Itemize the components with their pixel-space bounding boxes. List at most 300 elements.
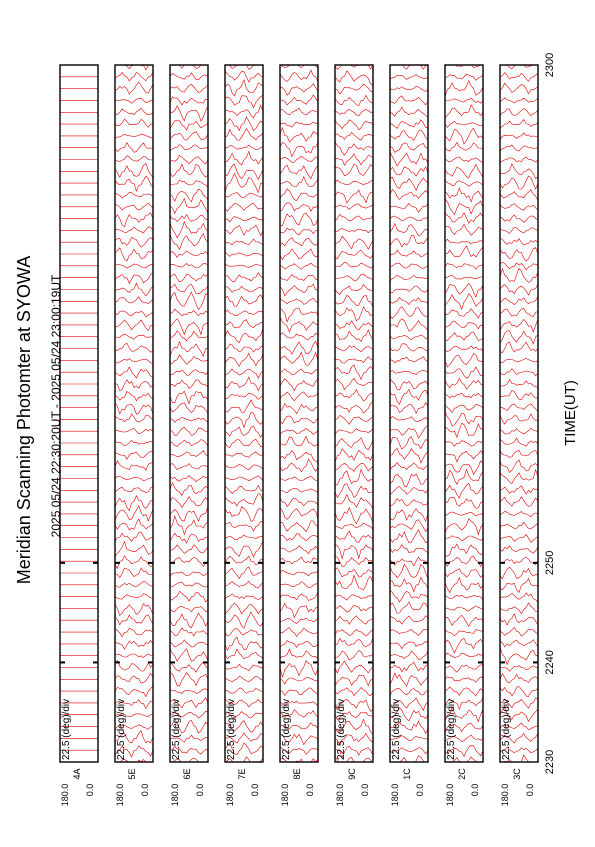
- scan-line: [335, 214, 373, 221]
- scan-line: [170, 613, 208, 628]
- scan-line: [280, 451, 318, 462]
- scan-line: [115, 640, 153, 649]
- scan-line: [280, 189, 318, 201]
- scan-line: [335, 605, 373, 612]
- scan-line: [115, 367, 153, 378]
- scan-line: [390, 286, 428, 293]
- scan-line: [170, 355, 208, 364]
- scan-line: [115, 392, 153, 401]
- scan-line: [445, 411, 483, 426]
- scan-line: [390, 520, 428, 532]
- scan-line: [390, 152, 428, 166]
- scan-line: [280, 416, 318, 424]
- scan-line: [500, 579, 538, 593]
- scan-line: [390, 250, 428, 256]
- scan-line: [225, 328, 263, 342]
- scan-line: [445, 164, 483, 178]
- scan-line: [170, 451, 208, 457]
- scan-line: [445, 105, 483, 118]
- scan-line: [225, 612, 263, 628]
- scan-line: [500, 627, 538, 636]
- scan-line: [115, 582, 153, 588]
- scan-line: [445, 264, 483, 270]
- scan-line: [390, 357, 428, 363]
- scan-line: [170, 84, 208, 92]
- scan-line: [390, 344, 428, 352]
- x-axis-label: TIME(UT): [562, 380, 579, 446]
- scan-line: [500, 319, 538, 332]
- scan-line: [115, 334, 153, 339]
- scan-line: [335, 250, 373, 259]
- scan-line: [115, 82, 153, 94]
- scan-line: [225, 80, 263, 96]
- scan-line: [445, 353, 483, 367]
- scan-line: [500, 342, 538, 353]
- scan-line: [225, 603, 263, 614]
- scan-line: [225, 594, 263, 600]
- scan-line: [500, 674, 538, 683]
- scan-line: [335, 180, 373, 185]
- scan-line: [445, 677, 483, 683]
- scan-line: [280, 582, 318, 588]
- scan-line: [445, 497, 483, 508]
- scale-label-2C: 22.5 (deg)/div: [446, 698, 457, 760]
- scan-line: [225, 369, 263, 378]
- channel-3C-traces: [500, 62, 538, 768]
- scan-line: [500, 73, 538, 82]
- scan-line: [170, 689, 208, 694]
- scan-line: [280, 284, 318, 296]
- scan-line: [115, 685, 153, 696]
- scan-line: [280, 521, 318, 532]
- scale-label-5E: 22.5 (deg)/div: [116, 698, 127, 760]
- scan-line: [390, 235, 428, 247]
- channel-code-label: 8E: [292, 768, 302, 780]
- scan-line: [225, 217, 263, 223]
- scan-line: [445, 665, 483, 672]
- scan-line: [225, 95, 263, 107]
- scan-line: [115, 98, 153, 103]
- scan-line: [335, 142, 373, 155]
- scan-line: [390, 509, 428, 521]
- scan-line: [225, 486, 263, 494]
- scan-line: [390, 403, 428, 414]
- scan-line: [335, 120, 373, 130]
- scan-line: [280, 498, 318, 507]
- scan-line: [170, 319, 208, 335]
- scan-line: [445, 638, 483, 652]
- scan-line: [170, 234, 208, 250]
- scan-line: [500, 164, 538, 179]
- scan-line: [115, 402, 153, 414]
- scan-line: [115, 192, 153, 198]
- scan-line: [115, 542, 153, 557]
- scan-line: [280, 436, 318, 446]
- scan-line: [280, 404, 318, 414]
- scan-line: [390, 449, 428, 463]
- channel-code-label: 3C: [512, 768, 522, 780]
- scan-line: [500, 239, 538, 245]
- panel-frame-7E: [225, 65, 263, 762]
- scan-line: [445, 595, 483, 599]
- scan-line: [225, 637, 263, 650]
- scan-line: [170, 497, 208, 508]
- scan-line: [115, 72, 153, 81]
- scan-line: [335, 229, 373, 233]
- scan-line: [280, 70, 318, 82]
- scan-line: [170, 292, 208, 309]
- scan-line: [115, 203, 153, 210]
- scale-label-7E: 22.5 (deg)/div: [226, 698, 237, 760]
- scan-line: [390, 177, 428, 190]
- scan-line: [115, 451, 153, 459]
- scan-line: [115, 320, 153, 331]
- scan-line: [280, 122, 318, 127]
- scan-line: [225, 264, 263, 268]
- scan-line: [390, 437, 428, 450]
- scan-line: [445, 483, 483, 498]
- scan-line: [280, 661, 318, 678]
- scan-line: [115, 108, 153, 115]
- scan-line: [390, 557, 428, 566]
- scan-line: [280, 618, 318, 624]
- y-tick-label: 0.0: [85, 783, 95, 797]
- scan-line: [500, 470, 538, 484]
- scan-line: [500, 567, 538, 579]
- y-tick-label: 180.0: [115, 783, 125, 807]
- scan-line: [445, 367, 483, 378]
- scan-line: [500, 145, 538, 151]
- scan-line: [445, 283, 483, 297]
- scan-line: [280, 275, 318, 281]
- scan-line: [225, 541, 263, 557]
- scale-label-9C: 22.5 (deg)/div: [336, 698, 347, 760]
- scan-line: [390, 370, 428, 374]
- scan-line: [170, 427, 208, 435]
- scan-line: [115, 654, 153, 658]
- scan-line: [170, 132, 208, 141]
- scan-line: [170, 591, 208, 602]
- scan-line: [170, 640, 208, 647]
- scan-line: [445, 404, 483, 412]
- scan-line: [445, 294, 483, 310]
- scan-line: [280, 352, 318, 365]
- scan-line: [335, 262, 373, 268]
- scan-line: [390, 688, 428, 695]
- scan-line: [115, 134, 153, 138]
- scan-line: [225, 521, 263, 531]
- scan-line: [335, 95, 373, 105]
- scan-line: [390, 86, 428, 91]
- scan-line: [115, 176, 153, 191]
- scan-line: [225, 629, 263, 636]
- scan-line: [390, 602, 428, 613]
- scan-line: [280, 128, 318, 142]
- scan-line: [390, 379, 428, 390]
- scan-line: [225, 151, 263, 165]
- channel-code-label: 5E: [127, 768, 137, 780]
- scan-line: [225, 225, 263, 236]
- scan-line: [390, 389, 428, 404]
- scan-line: [445, 128, 483, 144]
- scan-line: [390, 75, 428, 80]
- scan-line: [225, 688, 263, 693]
- scan-line: [170, 545, 208, 554]
- scan-line: [390, 564, 428, 578]
- scan-line: [445, 246, 483, 257]
- x-tick-label-2300: 2300: [544, 52, 556, 78]
- scan-line: [225, 676, 263, 682]
- scan-line: [445, 451, 483, 462]
- scan-line: [445, 469, 483, 484]
- scan-line: [225, 664, 263, 671]
- scan-line: [335, 595, 373, 600]
- scan-line: [335, 204, 373, 209]
- channel-1C-traces: [390, 61, 428, 769]
- channel-code-label: 1C: [402, 768, 412, 780]
- scan-line: [335, 523, 373, 529]
- scan-line: [445, 653, 483, 658]
- scan-line: [115, 297, 153, 304]
- scan-line: [445, 606, 483, 611]
- scan-line: [225, 252, 263, 257]
- scan-line: [115, 506, 153, 521]
- scan-line: [170, 440, 208, 447]
- scan-line: [170, 251, 208, 257]
- scan-line: [445, 121, 483, 127]
- scan-line: [335, 365, 373, 380]
- scan-line: [390, 591, 428, 602]
- scan-line: [335, 449, 373, 463]
- scan-line: [115, 264, 153, 268]
- scan-line: [115, 486, 153, 492]
- scan-line: [390, 130, 428, 140]
- scan-line: [225, 239, 263, 245]
- scan-line: [115, 414, 153, 422]
- scan-line: [390, 167, 428, 177]
- scan-line: [500, 535, 538, 543]
- scan-line: [280, 678, 318, 684]
- y-tick-label: 0.0: [305, 783, 315, 797]
- scan-line: [280, 570, 318, 576]
- scan-line: [500, 227, 538, 233]
- scan-line: [225, 464, 263, 469]
- scan-line: [500, 666, 538, 672]
- scan-line: [500, 414, 538, 424]
- scan-line: [280, 341, 318, 354]
- scan-line: [500, 204, 538, 211]
- scan-line: [170, 464, 208, 470]
- scan-line: [280, 641, 318, 648]
- scan-line: [170, 309, 208, 316]
- scan-line: [280, 308, 318, 322]
- scan-line: [225, 377, 263, 391]
- scan-line: [115, 283, 153, 296]
- scan-line: [170, 516, 208, 534]
- channel-8E-traces: [280, 62, 318, 767]
- scan-line: [170, 662, 208, 672]
- scan-line: [500, 486, 538, 494]
- scan-line: [335, 484, 373, 498]
- scan-line: [335, 638, 373, 647]
- scan-line: [170, 145, 208, 151]
- scan-line: [115, 156, 153, 162]
- scan-line: [280, 592, 318, 601]
- scan-line: [390, 673, 428, 686]
- channel-7E-traces: [225, 61, 263, 766]
- scan-line: [280, 534, 318, 541]
- channel-9C-traces: [335, 62, 373, 767]
- x-tick-label-2250: 2250: [544, 550, 556, 576]
- scan-line: [445, 441, 483, 447]
- scan-line: [115, 380, 153, 391]
- scan-line: [225, 193, 263, 198]
- scan-line: [500, 331, 538, 344]
- scan-line: [225, 412, 263, 427]
- x-tick-label-2230: 2230: [544, 749, 556, 775]
- scan-line: [445, 615, 483, 626]
- channel-code-label: 4A: [72, 768, 82, 780]
- scan-line: [335, 556, 373, 566]
- scan-line: [115, 496, 153, 511]
- scan-line: [170, 164, 208, 177]
- scan-line: [115, 628, 153, 636]
- scan-line: [280, 379, 318, 391]
- scan-line: [335, 236, 373, 249]
- scan-line: [335, 330, 373, 342]
- scan-line: [170, 483, 208, 496]
- scan-line: [170, 391, 208, 403]
- scan-line: [500, 98, 538, 103]
- scan-line: [115, 594, 153, 599]
- scan-line: [500, 450, 538, 457]
- scan-line: [115, 428, 153, 434]
- time-range-label: 2025 05/24 22:30:20UT - 2025 05/24 23:00:19UT: [49, 274, 63, 538]
- scale-label-4A: 22.5 (deg)/div: [61, 698, 72, 760]
- scan-line: [445, 630, 483, 636]
- y-tick-label: 180.0: [170, 783, 180, 807]
- scan-line: [500, 83, 538, 93]
- scan-line: [170, 648, 208, 661]
- scan-line: [115, 227, 153, 233]
- scan-line: [500, 380, 538, 388]
- scan-line: [280, 238, 318, 246]
- scan-line: [335, 651, 373, 660]
- scan-line: [390, 530, 428, 543]
- scan-line: [500, 497, 538, 507]
- scan-line: [225, 295, 263, 306]
- y-tick-label: 0.0: [140, 783, 150, 797]
- scan-line: [225, 494, 263, 507]
- panel-frames: [60, 65, 538, 762]
- scan-line: [445, 213, 483, 224]
- scan-line: [335, 154, 373, 166]
- scan-line: [115, 248, 153, 261]
- scan-line: [225, 439, 263, 447]
- scan-line: [335, 508, 373, 524]
- scan-line: [335, 109, 373, 116]
- scan-line: [445, 309, 483, 319]
- scan-line: [115, 476, 153, 481]
- scan-line: [335, 307, 373, 321]
- scan-line: [335, 544, 373, 559]
- scan-line: [280, 213, 318, 226]
- channel-code-label: 6E: [182, 768, 192, 780]
- scan-line: [500, 248, 538, 262]
- scan-line: [280, 428, 318, 434]
- y-tick-label: 180.0: [500, 783, 510, 807]
- scan-line: [390, 641, 428, 648]
- scan-line: [115, 440, 153, 445]
- scan-line: [500, 157, 538, 162]
- scan-line: [445, 423, 483, 437]
- scan-line: [225, 145, 263, 150]
- scale-label-8E: 22.5 (deg)/div: [281, 698, 292, 760]
- scan-line: [390, 474, 428, 487]
- scan-line: [500, 391, 538, 400]
- y-tick-label: 180.0: [335, 783, 345, 807]
- channel-6E-traces: [170, 61, 208, 765]
- y-tick-label: 0.0: [470, 783, 480, 797]
- scan-line: [170, 582, 208, 587]
- scan-line: [280, 203, 318, 212]
- scan-line: [335, 71, 373, 85]
- scan-line: [390, 487, 428, 495]
- scan-line: [280, 649, 318, 659]
- scan-line: [500, 190, 538, 201]
- scan-line: [445, 461, 483, 474]
- scan-line: [390, 651, 428, 660]
- panel-frame-8E: [280, 65, 318, 762]
- scan-line: [170, 121, 208, 130]
- scan-line: [445, 687, 483, 696]
- scan-line: [280, 177, 318, 187]
- scan-line: [390, 143, 428, 152]
- scan-line: [170, 198, 208, 213]
- scan-line: [390, 616, 428, 624]
- scan-line: [390, 662, 428, 672]
- scan-line: [280, 317, 318, 332]
- scan-line: [390, 190, 428, 200]
- scan-line: [225, 203, 263, 211]
- scan-line: [170, 73, 208, 80]
- scan-line: [170, 672, 208, 686]
- scan-line: [225, 273, 263, 282]
- y-tick-label: 0.0: [415, 783, 425, 797]
- scan-line: [115, 164, 153, 178]
- scan-line: [170, 155, 208, 164]
- scan-line: [445, 536, 483, 541]
- scan-line: [335, 285, 373, 295]
- scan-line: [335, 531, 373, 543]
- scan-line: [335, 416, 373, 425]
- scan-line: [170, 628, 208, 636]
- scan-line: [335, 676, 373, 686]
- scan-line: [500, 546, 538, 553]
- scan-line: [170, 342, 208, 357]
- scan-line: [390, 335, 428, 340]
- scan-line: [445, 569, 483, 578]
- scan-line: [335, 688, 373, 696]
- scan-line: [390, 203, 428, 212]
- scan-line: [445, 188, 483, 202]
- scan-line: [335, 357, 373, 363]
- y-tick-label: 180.0: [225, 783, 235, 807]
- scan-line: [115, 556, 153, 569]
- scan-line: [280, 333, 318, 340]
- scan-line: [500, 593, 538, 602]
- scan-line: [390, 216, 428, 221]
